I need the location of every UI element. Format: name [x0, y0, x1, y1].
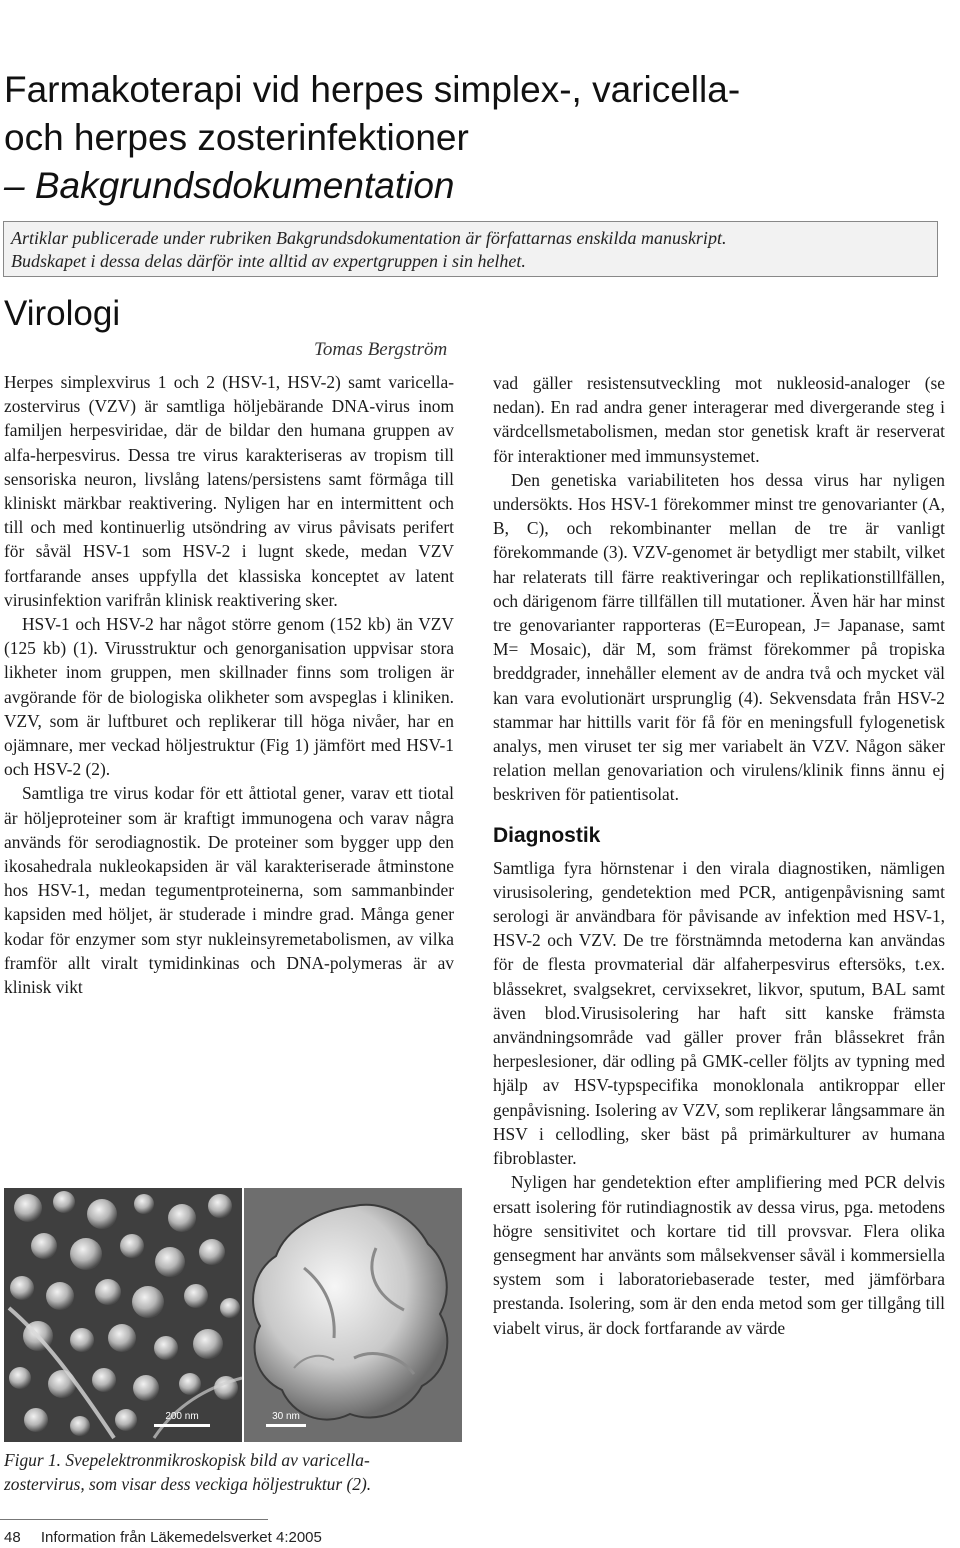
virus-particle — [70, 1416, 90, 1436]
disclaimer-line: Artiklar publicerade under rubriken Bakgrundsdokumentation är författarnas enskilda manuskript. — [11, 228, 727, 248]
virus-particle — [208, 1194, 232, 1218]
micrograph-image — [4, 1188, 462, 1442]
body-paragraph: Herpes simplexvirus 1 och 2 (HSV-1, HSV-2) samt varicella-zostervirus (VZV) är samtliga höljebärande DNA-virus inom familjen herpesviridae, där de bildar den humana gruppen av alfa-herpesvirus. Dessa tre virus karakteriseras av tropism till sensoriska neuron, livslång latens/persistens samt förmåga till kliniskt märkbar reaktivering. Nyligen har en intermittent och till och med kontinuerlig utsöndring av virus påvisats perifert för såväl HSV-1 som HSV-2 i lugnt skede, medan VZV fortfarande anses uppfylla det klassiska konceptet av latent virusinfektion varifrån klinisk reaktivering sker. — [4, 372, 454, 610]
virus-particle — [133, 1375, 159, 1401]
virus-particle — [132, 1286, 164, 1318]
body-paragraph: vad gäller resistensutveckling mot nukleosid-analoger (se nedan). En rad andra gener interagerar med divergerande steg i värdcellsmetabolismen, medan stor genetisk kraft är reserverat för interaktioner med immunsystemet. — [493, 373, 945, 466]
section-title: Virologi — [4, 294, 121, 333]
page-footer — [4, 1529, 322, 1547]
virus-particle — [154, 1336, 178, 1360]
virus-particle — [24, 1408, 48, 1432]
micrograph-left — [4, 1188, 242, 1442]
caption-line: Figur 1. Svepelektronmikroskopisk bild av varicella- — [4, 1450, 370, 1470]
scale-label-left: 200 nm — [165, 1411, 199, 1422]
virus-particle — [70, 1238, 102, 1270]
title-line: Farmakoterapi vid herpes simplex-, varicella- — [4, 69, 741, 110]
virus-particle — [87, 1199, 117, 1229]
virus-particle — [193, 1329, 223, 1359]
virus-particle — [10, 1276, 34, 1300]
body-paragraph: HSV-1 och HSV-2 har något större genom (152 kb) än VZV (125 kb) (1). Virusstruktur och genorganisation uppvisar stora likheter inom gruppen, men skillnader finns som troligen är avgörande för de biologiska olikheter som avspeglas i kliniken. VZV, som är luftburet och replikerar till höga nivåer, har en ojämnare, mer veckad höljestruktur (Fig 1) jämfört med HSV-1 och HSV-2 (2). — [4, 614, 454, 780]
virus-particle — [92, 1368, 116, 1392]
figure-1 — [4, 1188, 462, 1442]
publication-name: Information från Läkemedelsverket 4:2005 — [40, 1529, 322, 1546]
scale-label-right: 30 nm — [272, 1411, 300, 1422]
virus-particle — [134, 1194, 154, 1214]
virus-particle — [115, 1409, 137, 1431]
page-number: 48 — [4, 1529, 21, 1546]
virus-particle — [70, 1328, 94, 1352]
subsection-heading: Diagnostik — [493, 823, 601, 847]
virus-particle — [31, 1233, 57, 1259]
virus-particle — [9, 1367, 31, 1389]
virus-particle — [120, 1234, 144, 1258]
title-line: och herpes zosterinfektioner — [4, 117, 469, 158]
disclaimer-line: Budskapet i dessa delas därför inte alltid av expertgruppen i sin helhet. — [11, 251, 526, 271]
virus-particle — [53, 1191, 75, 1213]
author-name: Tomas Bergström — [314, 339, 448, 360]
virus-particle — [220, 1298, 240, 1318]
scale-bar-left — [154, 1424, 210, 1427]
body-paragraph: Samtliga tre virus kodar för ett åttiotal gener, varav ett tiotal är höljeproteiner som är kraftigt immunogena och varav några används för serodiagnostik. De proteiner som bygger upp den ikosahedrala nukleokapsiden är väl karakteriserade åtminstone hos HSV-1, medan tegumentproteinerna, som sammanbinder kapsiden med höljet, är studerade i mindre grad. Många gener kodar för enzymer som styr nukleinsyremetabolismen, av vilka framför allt viralt tymidinkinas och DNA-polymeras är av klinisk vikt — [4, 783, 454, 998]
caption-line: zostervirus, som visar dess veckiga höljestruktur (2). — [4, 1474, 372, 1494]
figure-caption — [4, 1448, 462, 1496]
virus-particle — [48, 1370, 76, 1398]
virus-particle — [14, 1194, 42, 1222]
left-column — [4, 370, 454, 999]
disclaimer-box — [3, 221, 938, 277]
virus-particle — [168, 1204, 196, 1232]
footer-divider — [0, 1519, 268, 1520]
virus-particle — [184, 1284, 208, 1308]
virus-particle — [108, 1324, 136, 1352]
right-column — [493, 371, 945, 1340]
article-title — [4, 66, 944, 210]
scale-bar-right — [266, 1424, 306, 1427]
body-paragraph: Samtliga fyra hörnstenar i den virala diagnostiken, nämligen virusisolering, gendetektion med PCR, antigenpåvisning samt serologi är användbara för påvisande av infektion med HSV-1, HSV-2 och VZV. De tre förstnämnda metoderna kan användas för de flesta provmaterial där alfaherpesvirus eftersöks, t.ex. blåssekret, svalgsekret, cervixsekret, likvor, sputum, BAL samt även blod.Virusisolering har haft sitt kanske främsta användningsområde vad gäller prover från blåssekret från herpeslesioner, där odling på GMK-celler följts av typning med hjälp av HSV-typspecifika monoklonala antikroppar eller genpåvisning. Isolering av VZV, som replikerar långsammare än HSV i cellodling, sker bäst på primärkulturer av humana fibroblaster. — [493, 857, 945, 1169]
virus-particle — [46, 1282, 74, 1310]
body-paragraph: Den genetiska variabiliteten hos dessa virus har nyligen undersökts. Hos HSV-1 förekommer minst tre genovarianter (A, B, C), och rekombinanter mellan de tre är vanligt förekommande (3). VZV-genomet är betydligt mer stabilt, vilket har relaterats till färre reaktiveringar och replikationstillfällen, och därigenom färre tillfällen till mutationer. Även här har minst tre genovarianter rapporteras (E=European, J= Japanase, samt M= Mosaic), där M, som främst förekommer på tropiska breddgrader, innehåller element av de andra två och mycket väl kan vara evolutionärt ursprunglig (4). Sekvensdata från HSV-2 stammar har hittills varit för få för en meningsfull fylogenetisk analys, men viruset ter sig mer variabelt än VZV. Någon säker relation mellan genovariation och virulens/klinik finns ännu ej beskriven för patientisolat. — [493, 469, 945, 805]
body-paragraph: Nyligen har gendetektion efter amplifiering med PCR delvis ersatt isolering för rutindiagnostik av dessa virus, pga. metodens högre sensitivitet och kortare tid till provsvar. Flera olika gensegment har använts som målsekvenser såväl i kommersiella system som i laboratoriebaserade tester, med jämförbara prestanda. Isolering, som är den enda metod som ger tillgång till viabelt virus, är dock fortfarande av värde — [493, 1172, 945, 1338]
virus-particle — [199, 1239, 225, 1265]
virus-particle — [155, 1247, 185, 1277]
virus-particle — [179, 1373, 201, 1395]
title-line: – Bakgrundsdokumentation — [4, 165, 455, 206]
virus-particle — [95, 1279, 121, 1305]
